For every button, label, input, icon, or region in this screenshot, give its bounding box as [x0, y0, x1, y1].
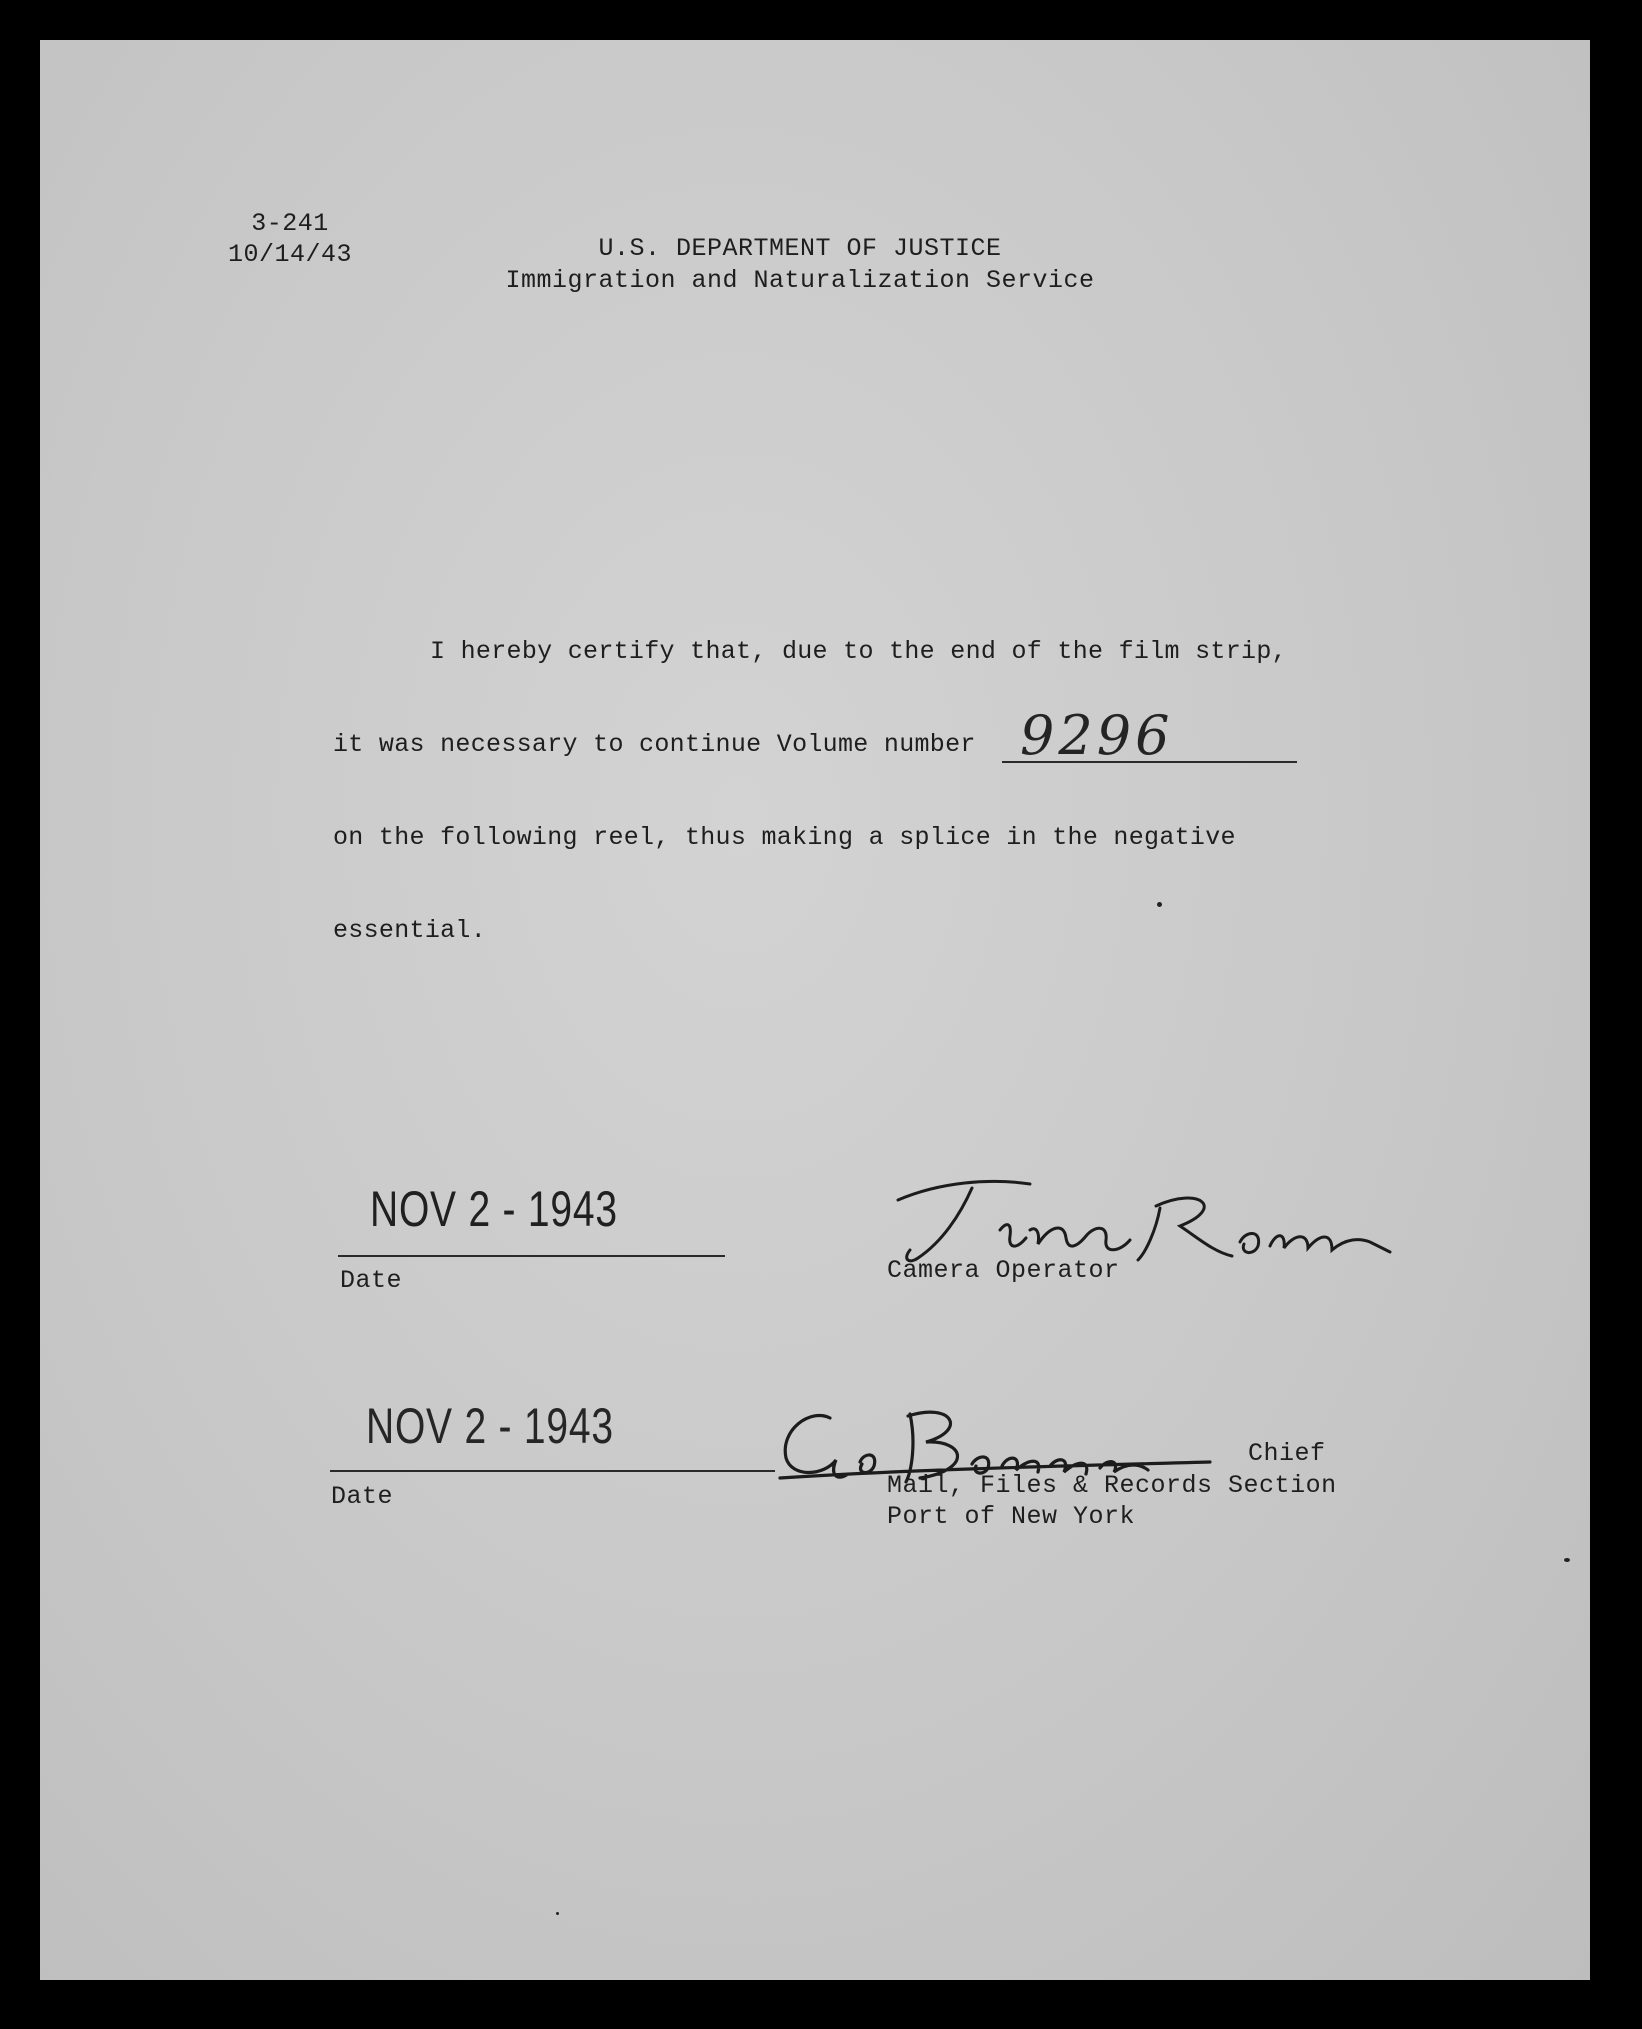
certification-line-4: essential. [333, 916, 487, 945]
certification-line-1: I hereby certify that, due to the end of the film strip, [430, 637, 1287, 666]
volume-number-handwritten: 9296 [1020, 704, 1174, 767]
camera-operator-signature [880, 1160, 1400, 1270]
camera-date-label: Date [340, 1266, 403, 1295]
chief-section-label: Mail, Files & Records Section [887, 1471, 1337, 1500]
document-page [40, 40, 1590, 1980]
certification-line-3: on the following reel, thus making a splice in the negative [333, 823, 1236, 852]
form-code [228, 208, 352, 270]
chief-date-label: Date [331, 1482, 394, 1511]
paper-speck [556, 1912, 559, 1915]
form-date: 10/14/43 [228, 240, 353, 269]
paper-speck [1564, 1558, 1570, 1562]
camera-date-stamp: NOV 2 - 1943 [370, 1181, 618, 1237]
volume-number-underline [1002, 761, 1297, 763]
chief-date-line [330, 1470, 775, 1472]
paper-speck [1157, 902, 1162, 907]
camera-operator-label: Camera Operator [887, 1256, 1120, 1285]
form-number: 3-241 [251, 209, 329, 238]
camera-date-line [338, 1255, 725, 1257]
chief-port-label: Port of New York [887, 1502, 1136, 1531]
certification-line-2: it was necessary to continue Volume number [333, 730, 976, 759]
agency-heading [480, 233, 1120, 297]
service-name: Immigration and Naturalization Service [505, 266, 1095, 295]
chief-date-stamp: NOV 2 - 1943 [366, 1398, 614, 1454]
department-name: U.S. DEPARTMENT OF JUSTICE [598, 234, 1002, 263]
chief-title-label: Chief [1248, 1439, 1326, 1468]
